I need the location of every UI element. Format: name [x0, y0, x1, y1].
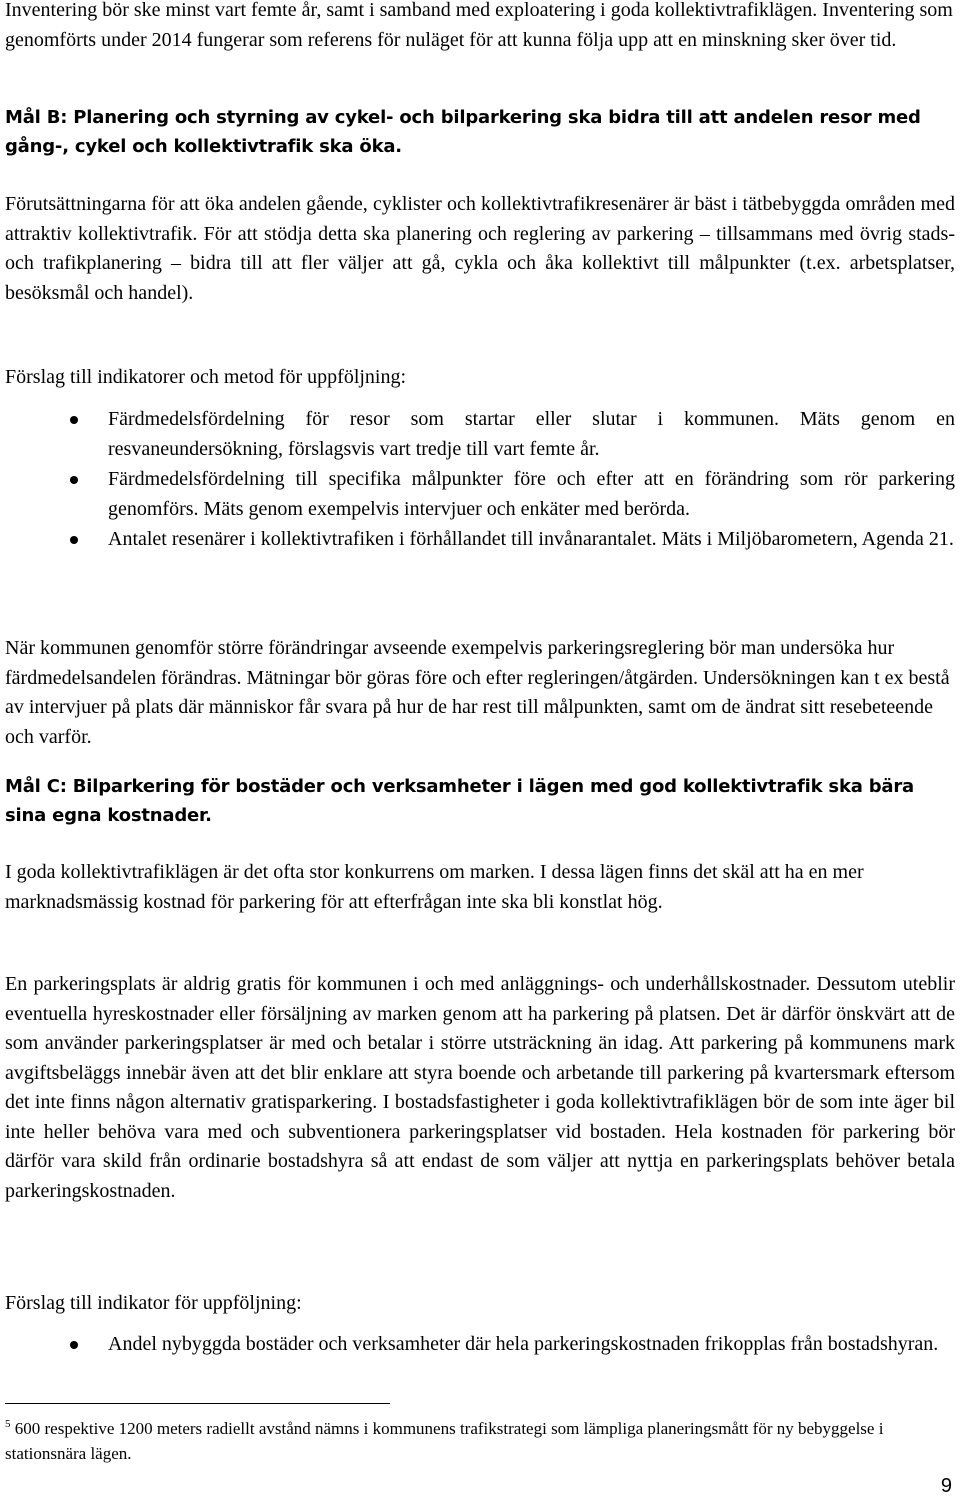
goal-c-indicator-list — [5, 1330, 955, 1361]
footnote — [5, 1416, 955, 1466]
intro-paragraph: Inventering bör ske minst vart femte år, samt i samband med exploatering i goda kollektivtrafiklägen. Inventering som genomförts under 2014 fungerar som referens för nuläget för att kunna följa upp att en minskning sker över tid. — [5, 0, 953, 51]
bullet-icon — [70, 536, 78, 544]
list-item-text: Antalet resenärer i kollektivtrafiken i förhållandet till invånarantalet. Mäts i Miljöbarometern, Agenda 21. — [108, 528, 954, 550]
goal-b-paragraph: Förutsättningarna för att öka andelen gående, cyklister och kollektivtrafikresenärer är bäst i tätbebyggda områden med attraktiv kollektivtrafik. För att stödja detta ska planering och reglering av parkering – tillsammans med övrig stads- och trafikplanering – bidra till att fler väljer att gå, cykla och åka kollektivt till målpunkter (t.ex. arbetsplatser, besöksmål och handel). — [5, 193, 955, 304]
footnote-text: 600 respektive 1200 meters radiellt avstånd nämns i kommunens trafikstrategi som lämpliga planeringsmått för ny bebyggelse i stationsnära lägen. — [5, 1419, 884, 1463]
footnote-separator — [5, 1403, 390, 1404]
footnote-number: 5 — [5, 1418, 11, 1430]
list-item-text: Färdmedelsfördelning för resor som startar eller slutar i kommunen. Mäts genom en resvaneundersökning, förslagsvis vart tredje till vart femte år. — [108, 408, 955, 460]
list-item-text: Andel nybyggda bostäder och verksamheter där hela parkeringskostnaden frikopplas från bostadshyran. — [108, 1333, 939, 1355]
goal-b-followup-paragraph: När kommunen genomför större förändringar avseende exempelvis parkeringsreglering bör man undersöka hur färdmedelsandelen förändras. Mätningar bör göras före och efter regleringen/åtgärden. Undersökningen kan t ex bestå av intervjuer på plats där människor får svara på hur de har rest till målpunkten, samt om de ändrat sitt resebeteende och varför. — [5, 637, 950, 748]
goal-c-paragraph-2: En parkeringsplats är aldrig gratis för kommunen i och med anläggnings- och underhållskostnader. Dessutom uteblir eventuella hyreskostnader eller försäljning av marken genom att ha parkering på platsen. Det är därför önskvärt att de som använder parkeringsplatser är med och betalar i större utsträckning än idag. Att parkering på kommunens mark avgiftsbeläggs innebär även att det blir enklare att styra boende och arbetande till parkering på kvartersmark eftersom det inte finns någon alternativ gratisparkering. I bostadsfastigheter i goda kollektivtrafiklägen bör de som inte äger bil inte heller behöva vara med och subventionera parkeringsplatser vid bostaden. Hela kostnaden för parkering bör därför vara skild från ordinarie bostadshyra så att endast de som väljer att nyttja en parkeringsplats behöver betala parkeringskostnaden. — [5, 973, 955, 1202]
goal-c-paragraph-1: I goda kollektivtrafiklägen är det ofta stor konkurrens om marken. I dessa lägen finns det skäl att ha en mer marknadsmässig kostnad för parkering för att efterfrågan inte ska bli konstlat hög. — [5, 861, 864, 913]
list-item-text: Färdmedelsfördelning till specifika målpunkter före och efter att en förändring som rör parkering genomförs. Mäts genom exempelvis intervjuer och enkäter med berörda. — [108, 468, 955, 520]
list-item — [5, 465, 955, 524]
goal-b-indicator-list — [5, 405, 955, 556]
goal-b-heading: Mål B: Planering och styrning av cykel- och bilparkering ska bidra till att andelen resor med gång-, cykel och kollektivtrafik ska öka. — [5, 107, 921, 157]
bullet-icon — [70, 476, 78, 484]
list-item — [5, 525, 955, 555]
bullet-icon — [70, 416, 78, 424]
list-item — [5, 405, 955, 464]
goal-c-indicator-label: Förslag till indikator för uppföljning: — [5, 1292, 302, 1314]
bullet-icon — [70, 1341, 78, 1349]
list-item — [5, 1330, 955, 1360]
goal-c-heading: Mål C: Bilparkering för bostäder och verksamheter i lägen med god kollektivtrafik ska bära sina egna kostnader. — [5, 776, 914, 826]
goal-b-indicators-label: Förslag till indikatorer och metod för uppföljning: — [5, 366, 407, 388]
page-number: 9 — [940, 1475, 952, 1497]
